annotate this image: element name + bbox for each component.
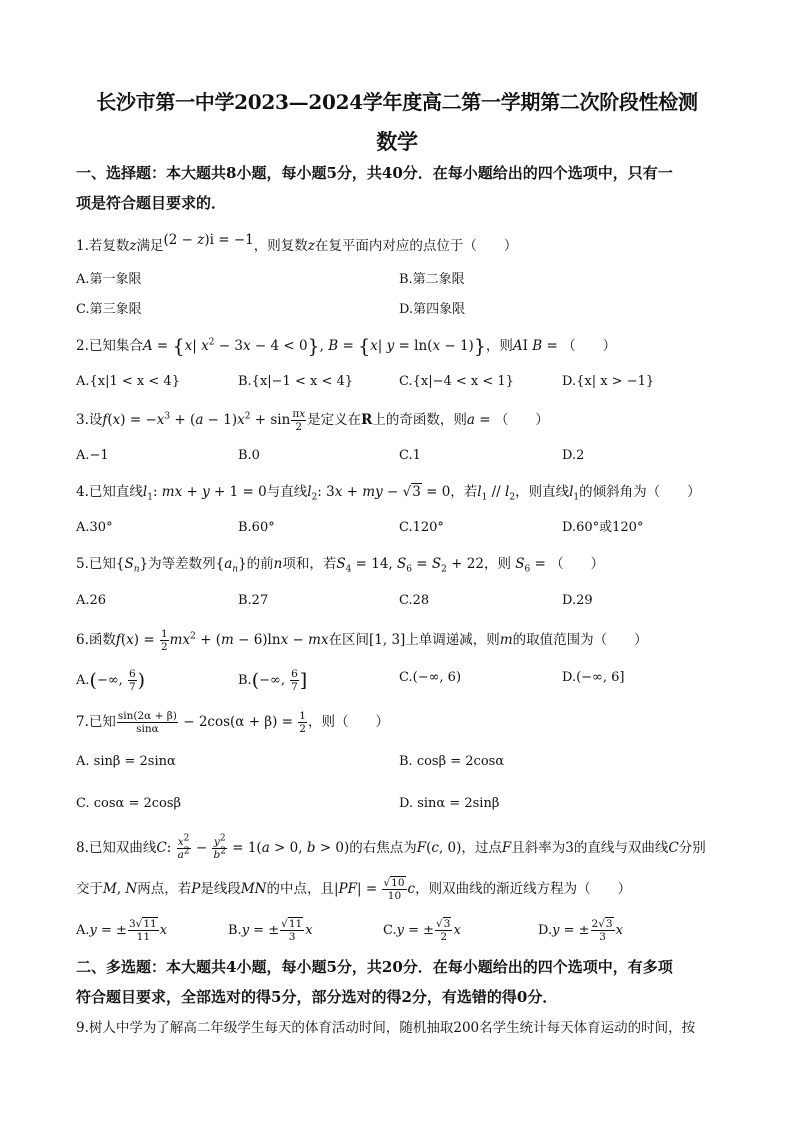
q5-option-d[interactable]: D.29: [562, 593, 593, 608]
section-1-line-2: 项是符合题目要求的．: [76, 194, 227, 212]
q8-option-c[interactable]: C.y = ± $\frac{√3}{2}$ x: [383, 918, 461, 943]
question-8-line-2: 交于M, N两点，若P是线段MN的中点，且|PF| = $\frac{√10}{10}$ c，则双曲线的渐近线方程为（ ）: [76, 877, 632, 902]
q4-option-d[interactable]: D.60°或120°: [562, 520, 644, 535]
q1-option-a[interactable]: A.第一象限: [76, 272, 142, 287]
q3-option-a[interactable]: A.−1: [76, 448, 109, 463]
section-1-heading: [76, 158, 720, 218]
question-6: 6.函数f(x) = $\frac{1}{2}$ $mx^2 + (m - 6)\ln x$ − mx在区间[1, 3]上单调递减，则m的取值范围为（ ）: [76, 628, 648, 653]
q7-option-a[interactable]: A. sinβ = 2sinα: [76, 754, 176, 769]
section-2-line-1: 二、多选题：本大题共4小题，每小题5分，共20分．在每小题给出的四个选项中，有多项: [76, 958, 673, 976]
exam-title: 长沙市第一中学2023—2024学年度高二第一学期第二次阶段性检测: [96, 90, 698, 114]
question-3: 3.设$f(x) = -x^3 + (a - 1)x^2 + \sin$ $\frac{\pi x}{2}$ 是定义在R上的奇函数，则a = （ ）: [76, 408, 549, 433]
q3-option-d[interactable]: D.2: [562, 448, 585, 463]
question-1: 1.若复数z满足(2 − z)i = −1，则复数z在复平面内对应的点位于（ ）: [76, 232, 518, 254]
q7-option-c[interactable]: C. cosα = 2cosβ: [76, 796, 182, 811]
question-9: 9.树人中学为了解高二年级学生每天的体育活动时间，随机抽取200名学生统计每天体育运动的时间，按: [76, 1020, 696, 1036]
q6-option-a[interactable]: A.(−∞, $\frac{6}{7}$ ): [76, 668, 146, 693]
exam-subject: 数学: [376, 129, 418, 154]
q7-option-d[interactable]: D. sinα = 2sinβ: [399, 796, 500, 811]
q2-option-c[interactable]: C.{x|−4 < x < 1}: [399, 374, 514, 389]
q8-option-b[interactable]: B.y = ± $\frac{√11}{3}$ x: [228, 918, 313, 943]
q2-option-b[interactable]: B.{x|−1 < x < 4}: [238, 374, 354, 389]
question-4: 4.已知直线$l_1$: mx + y + 1 = 0与直线$l_2$: 3x + my − √3 = 0，若$l_1 // l_2$，则直线$l_1$的倾斜角为（ ）: [76, 484, 701, 503]
q3-option-c[interactable]: C.1: [399, 448, 421, 463]
q2-option-d[interactable]: D.{x| x > −1}: [562, 374, 655, 389]
question-5: 5.已知$\{S_n\}$为等差数列$\{a_n\}$的前n项和，若$S_4 = 14$, $S_6 = S_2 + 22$，则 $S_6$ = （ ）: [76, 556, 605, 575]
question-2: 2.已知集合A = {x| $x^2 - 3x - 4 < 0$}, B = {x| y = ln(x − 1)}，则AI B = （ ）: [76, 335, 617, 358]
q5-option-a[interactable]: A.26: [76, 593, 107, 608]
q1-option-d[interactable]: D.第四象限: [399, 302, 466, 317]
q6-option-b[interactable]: B.(−∞, $\frac{6}{7}$ ]: [238, 668, 308, 693]
q6-option-d[interactable]: D.(−∞, 6]: [562, 670, 625, 685]
q8-option-d[interactable]: D.y = ± $\frac{2√3}{3}$ x: [538, 918, 623, 943]
q3-option-b[interactable]: B.0: [238, 448, 260, 463]
q5-option-c[interactable]: C.28: [399, 593, 430, 608]
q5-option-b[interactable]: B.27: [238, 593, 269, 608]
q4-option-c[interactable]: C.120°: [399, 520, 444, 535]
section-2-heading: [76, 952, 720, 1012]
question-7: 7.已知 $\frac{\sin(2\alpha + \beta)}{\sin\alpha}$ − 2cos(α + β) = $\frac{1}{2}$ ，则（ ）: [76, 710, 389, 735]
q4-option-b[interactable]: B.60°: [238, 520, 275, 535]
section-2-line-2: 符合题目要求，全部选对的得5分，部分选对的得2分，有选错的得0分．: [76, 988, 558, 1006]
q6-option-c[interactable]: C.(−∞, 6): [399, 670, 462, 685]
q4-option-a[interactable]: A.30°: [76, 520, 113, 535]
q7-option-b[interactable]: B. cosβ = 2cosα: [399, 754, 505, 769]
q1-option-c[interactable]: C.第三象限: [76, 302, 142, 317]
question-8: 8.已知双曲线C: $\frac{x^2}{a^2}$ − $\frac{y^2}{b^2}$ = 1(a > 0, b > 0)的右焦点为F(c, 0)，过点F且斜率为3的直线与双曲线C分别: [76, 833, 706, 861]
q1-option-b[interactable]: B.第二象限: [399, 272, 465, 287]
q8-option-a[interactable]: A.y = ± $\frac{3√11}{11}$ x: [76, 918, 168, 943]
q2-option-a[interactable]: A.{x|1 < x < 4}: [76, 374, 180, 389]
section-1-line-1: 一、选择题：本大题共8小题，每小题5分，共40分．在每小题给出的四个选项中，只有一: [76, 164, 673, 182]
